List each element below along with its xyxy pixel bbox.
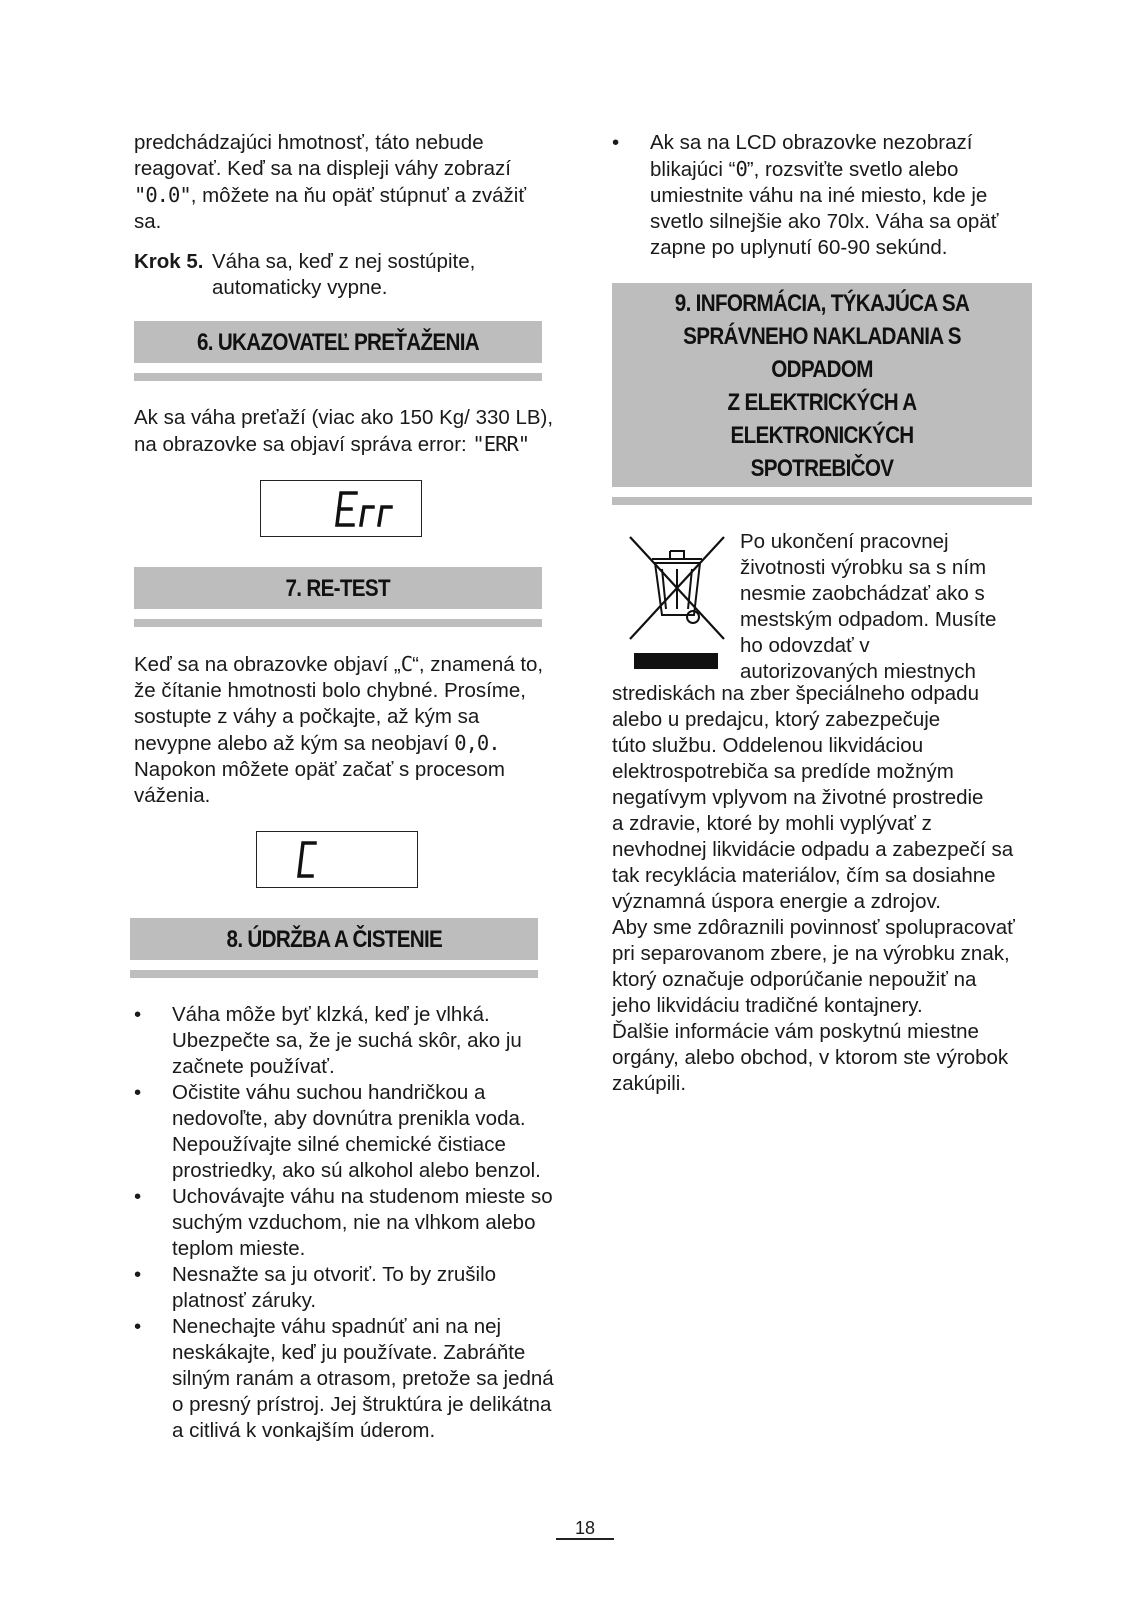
- text-line: túto službu. Oddelenou likvidáciou: [612, 734, 924, 757]
- weee-body: [612, 681, 1032, 1097]
- text-line: nevhodnej likvidácie odpadu a zabezpečí sa: [612, 838, 1014, 861]
- text-line: mestským odpadom. Musíte: [740, 608, 997, 631]
- weee-side-text: [740, 529, 996, 685]
- section-7-header: [134, 567, 542, 627]
- lcd-display-err: [260, 480, 422, 537]
- section-6-header: [134, 321, 542, 381]
- text-line: životnosti výrobku sa s ním: [740, 556, 987, 579]
- intro-text-end: , môžete na ňu opäť stúpnuť a zvážiť sa.: [134, 184, 527, 233]
- weee-block: [612, 529, 1032, 685]
- section-6-text: [134, 405, 554, 458]
- list-item: • Nesnažte sa ju otvoriť. To by zrušilo platnosť záruky.: [134, 1262, 554, 1314]
- text-line: významná úspora energie a zdrojov.: [612, 890, 941, 913]
- lcd-value-0: 0: [735, 157, 747, 181]
- text-line: a zdravie, ktoré by mohli vyplývať z: [612, 812, 932, 835]
- lcd-value-zero: "0.0": [134, 183, 191, 207]
- section-8-title: 8. ÚDRŽBA A ČISTENIE: [226, 923, 442, 956]
- text-line: strediskách na zber špeciálneho odpadu: [612, 682, 979, 705]
- retest-text-b: “, znamená to, že čítanie hmotnosti bolo chybné. Prosíme, sostupte z váhy a počkajte, až kým sa nevypne alebo až kým sa neobjaví: [134, 653, 544, 755]
- lcd-value-00: 0,0.: [454, 731, 500, 755]
- text-line: pri separovanom zbere, je na výrobku znak,: [612, 942, 1010, 965]
- maintenance-list: [134, 1002, 554, 1444]
- overload-text: Ak sa váha preťaží (viac ako 150 Kg/ 330 LB), na obrazovke sa objaví správa error:: [134, 406, 554, 456]
- list-item: • Očistite váhu suchou handričkou a nedovoľte, aby dovnútra prenikla voda. Nepoužívajte silné chemické čistiace prostriedky, ako sú alkohol alebo benzol.: [134, 1080, 554, 1184]
- text-line: Ďalšie informácie vám poskytnú miestne: [612, 1020, 979, 1043]
- section-divider: [612, 497, 1032, 505]
- section-9-title-line: 9. INFORMÁCIA, TÝKAJÚCA SA: [641, 287, 1002, 320]
- section-divider: [134, 619, 542, 627]
- list-item: • Nenechajte váhu spadnúť ani na nej neskákajte, keď ju používate. Zabráňte silným ranám a otrasom, pretože sa jedná o presný prístroj. Jej štruktúra je delikátna a citlivá k vonkajším úderom.: [134, 1314, 554, 1444]
- c-glyph-icon: [257, 832, 417, 887]
- section-7-text: [134, 651, 554, 809]
- list-item: • Uchovávajte váhu na studenom mieste so suchým vzduchom, nie na vlhkom alebo teplom mieste.: [134, 1184, 554, 1262]
- retest-text-a: Keď sa na obrazovke objaví „: [134, 653, 401, 676]
- lcd-display-c: [256, 831, 418, 888]
- text-line: tak recyklácia materiálov, čím sa dosiahne: [612, 864, 996, 887]
- text-line: alebo u predajcu, ktorý zabezpečuje: [612, 708, 941, 731]
- text-line: negatívym vplyvom na životné prostredie: [612, 786, 984, 809]
- retest-text-c: Napokon môžete opäť začať s procesom váženia.: [134, 758, 505, 807]
- section-divider: [134, 373, 542, 381]
- section-8-header: [130, 918, 538, 978]
- intro-text: predchádzajúci hmotnosť, táto nebude reagovať. Keď sa na displeji váhy zobrazí: [134, 131, 511, 180]
- text-line: ktorý označuje odporúčanie nepoužiť na: [612, 968, 977, 991]
- lcd-value-err: "ERR": [472, 432, 530, 456]
- text-line: elektrospotrebiča sa predíde možným: [612, 760, 954, 783]
- text-line: jeho likvidáciu tradičné kontajnery.: [612, 994, 923, 1017]
- section-6-title: 6. UKAZOVATEĽ PREŤAŽENIA: [197, 326, 479, 359]
- text-line: nesmie zaobchádzať ako s: [740, 582, 985, 605]
- page-number: 18: [556, 1518, 614, 1540]
- step-5: [134, 249, 554, 301]
- step-5-text: Váha sa, keď z nej sostúpite, automaticky vypne.: [212, 250, 476, 299]
- left-column: [134, 130, 554, 1444]
- section-9-header: [612, 283, 1032, 505]
- right-column: [612, 130, 1032, 1097]
- step-5-label: Krok 5.: [134, 250, 204, 273]
- section-9-title-line: Z ELEKTRICKÝCH A ELEKTRONICKÝCH: [641, 386, 1002, 452]
- section-9-title-line: SPOTREBIČOV: [641, 452, 1002, 485]
- section-divider: [130, 970, 538, 978]
- err-glyph-icon: [261, 481, 421, 536]
- text-line: Po ukončení pracovnej: [740, 530, 949, 553]
- list-item: • Váha môže byť klzká, keď je vlhká. Ubezpečte sa, že je suchá skôr, ako ju začnete používať.: [134, 1002, 554, 1080]
- text-line: Aby sme zdôraznili povinnosť spolupracovať: [612, 916, 1015, 939]
- lcd-value-c: C: [400, 652, 413, 676]
- crossed-out-bin-icon: [622, 529, 732, 669]
- text-line: zakúpili.: [612, 1072, 687, 1095]
- lcd-note-item: [612, 130, 1032, 261]
- lcd-note-text-a: Ak sa na LCD obrazovke nezobrazí blikajúci “: [650, 131, 973, 181]
- text-line: ho odovzdať v: [740, 634, 870, 657]
- text-line: orgány, alebo obchod, v ktorom ste výrobok: [612, 1046, 1009, 1069]
- text-line: autorizovaných miestnych: [740, 660, 976, 683]
- section-7-title: 7. RE-TEST: [286, 572, 390, 605]
- section-9-title-line: SPRÁVNEHO NAKLADANIA S ODPADOM: [641, 320, 1002, 386]
- intro-paragraph: [134, 130, 554, 235]
- lcd-note-text-b: ”, rozsviťte svetlo alebo umiestnite váhu na iné miesto, kde je svetlo silnejšie ako 70lx. Váha sa opäť zapne po uplynutí 60-90 sekúnd.: [650, 158, 999, 259]
